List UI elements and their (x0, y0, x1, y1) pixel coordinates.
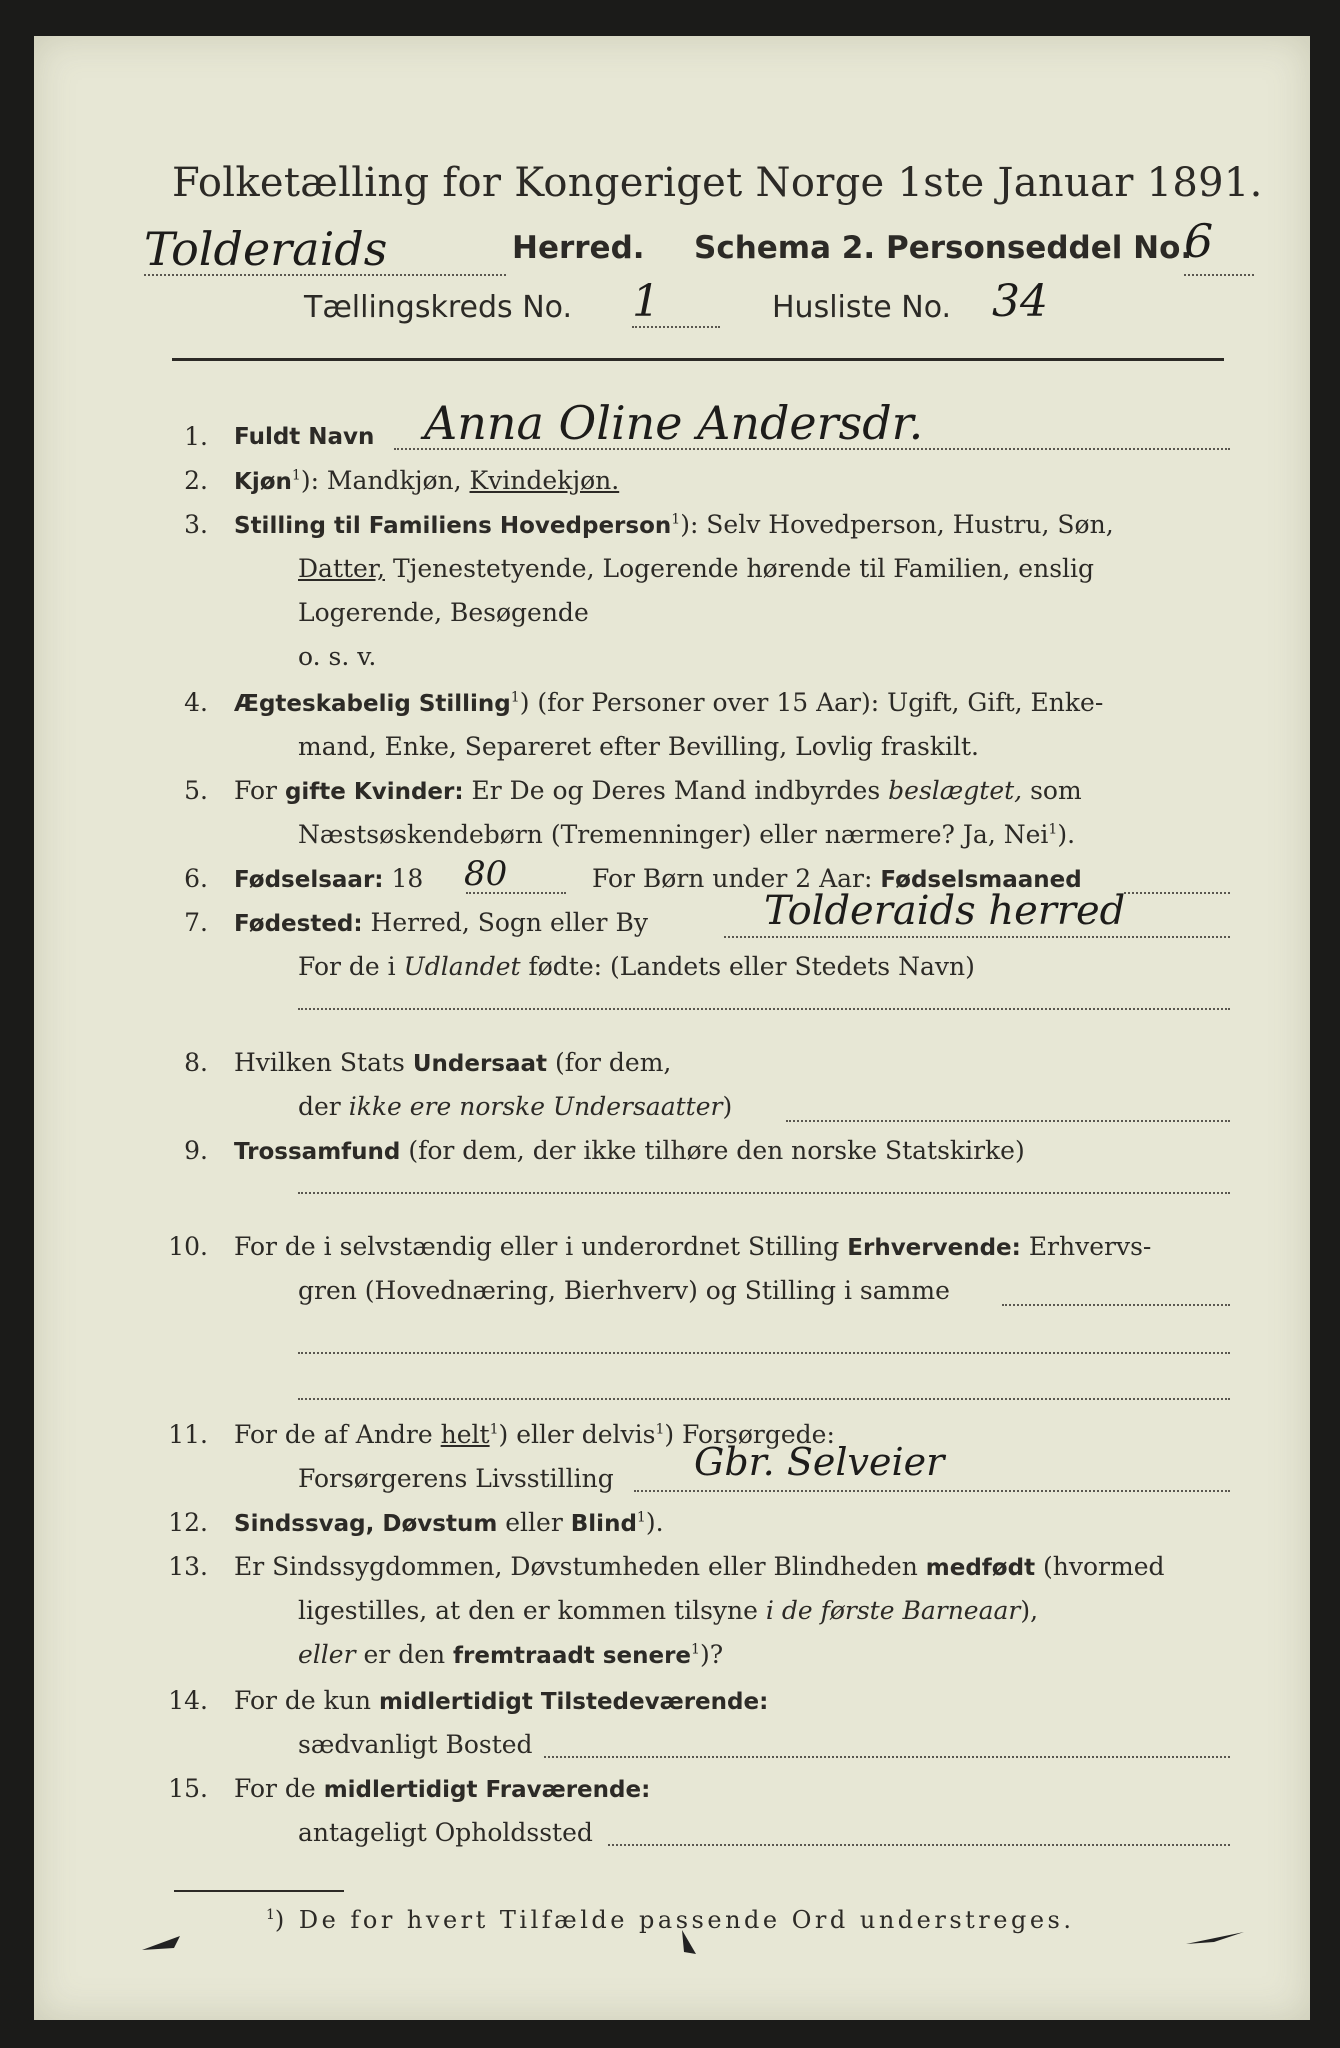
item-3-line3: Logerende, Besøgende (298, 598, 589, 627)
abode-dotted-line (608, 1844, 1230, 1846)
census-form-sheet (34, 36, 1310, 2020)
item-5-options: Næstsøskendebørn (Tremenninger) eller nærmere? Ja, Nei (298, 820, 1049, 849)
item-11-line2: Forsørgerens Livsstilling (298, 1464, 614, 1493)
item-9-label: Trossamfund (234, 1139, 401, 1165)
item-13-sup: 1 (691, 1641, 700, 1658)
item-number-15: 15. (168, 1774, 208, 1803)
item-5-pre: For (234, 776, 277, 805)
personseddel-number: 6 (1184, 214, 1214, 268)
item-11-sup-2: 1 (655, 1421, 665, 1438)
item-5-question: Er De og Deres Mand indbyrdes (471, 776, 881, 805)
item-3-selected: Datter, (298, 554, 385, 583)
item-10-label: Erhvervende: (847, 1235, 1021, 1261)
item-6-text: For Børn under 2 Aar: (592, 864, 873, 893)
item-5-line1 (234, 776, 1082, 805)
herred-dotted-line (144, 274, 506, 276)
item-3-line4: o. s. v. (298, 642, 377, 671)
item-11-text-b: ) eller delvis (498, 1420, 656, 1449)
birth-year-prefix: 18 (391, 864, 424, 893)
header-rule (172, 358, 1224, 361)
item-13-label: medfødt (925, 1555, 1036, 1581)
item-5-sup: 1 (1048, 821, 1058, 838)
item-3-options-1: ): Selv Hovedperson, Hustru, Søn, (680, 510, 1114, 539)
item-14-line2: sædvanligt Bosted (298, 1730, 533, 1759)
item-5-label: gifte Kvinder: (284, 779, 464, 805)
item-4-line1 (234, 688, 1103, 717)
husliste-number: 34 (992, 276, 1048, 327)
item-number-4: 4. (184, 688, 208, 717)
item-number-11: 11. (168, 1420, 208, 1449)
item-12-line (234, 1508, 664, 1537)
provider-dotted-line (634, 1490, 1230, 1492)
item-13-text-b: (hvormed (1043, 1552, 1165, 1581)
item-7-label: Fødested: (234, 911, 363, 937)
footnote-sup: 1 (266, 1907, 275, 1923)
item-number-1: 1. (184, 422, 208, 451)
item-13-line2-b: ), (1020, 1596, 1039, 1625)
item-13-line2 (298, 1596, 1038, 1625)
item-13-line2-italic: i de første Barneaar (765, 1596, 1021, 1625)
occupation-dotted-line-3 (298, 1398, 1230, 1400)
birth-month-dotted-line (1124, 892, 1230, 894)
herred-handwritten: Tolderaids (144, 222, 388, 276)
item-7-text: Herred, Sogn eller By (370, 908, 648, 937)
item-2-text (234, 466, 619, 495)
item-8-line1 (234, 1048, 671, 1077)
item-12-sup: 1 (636, 1509, 646, 1526)
herred-label: Herred. (512, 230, 645, 266)
item-13-line3-b: )? (699, 1640, 724, 1669)
item-14-line1 (234, 1686, 768, 1715)
item-5-italic: beslægtet, (888, 776, 1023, 805)
item-8-line2 (298, 1092, 732, 1121)
item-12-text: eller (505, 1508, 563, 1537)
item-8-label: Undersaat (412, 1051, 548, 1077)
subject-dotted-line (786, 1120, 1230, 1122)
full-name-handwritten: Anna Oline Andersdr. (424, 396, 924, 450)
occupation-dotted-line-2 (298, 1352, 1230, 1354)
item-12-label: Sindssvag, Døvstum (234, 1511, 498, 1537)
religion-dotted-line (298, 1192, 1230, 1194)
item-1-label: Fuldt Navn (234, 424, 375, 450)
full-name-dotted-line (394, 448, 1230, 450)
item-number-3: 3. (184, 510, 208, 539)
item-number-12: 12. (168, 1508, 208, 1537)
item-number-10: 10. (168, 1232, 208, 1261)
item-9-line (234, 1136, 1025, 1165)
birth-year-handwritten: 80 (464, 854, 508, 894)
item-5-end: som (1030, 776, 1082, 805)
item-13-text-a: Er Sindssygdommen, Døvstumheden eller Blindheden (234, 1552, 918, 1581)
provider-occupation-handwritten: Gbr. Selveier (694, 1440, 945, 1484)
item-3-options-2: Tjenestetyende, Logerende hørende til Familien, enslig (392, 554, 1095, 583)
item-4-line2: mand, Enke, Separeret efter Bevilling, Lovlig fraskilt. (298, 732, 979, 761)
item-number-13: 13. (168, 1552, 208, 1581)
item-10-text-a: For de i selvstændig eller i underordnet Stilling (234, 1232, 840, 1261)
form-title: Folketælling for Kongeriget Norge 1ste Januar 1891. (172, 160, 1263, 206)
item-8-text-a: Hvilken Stats (234, 1048, 405, 1077)
item-number-8: 8. (184, 1048, 208, 1077)
item-14-pre: For de kun (234, 1686, 372, 1715)
kreds-dotted-line (632, 326, 720, 328)
item-number-2: 2. (184, 466, 208, 495)
item-6-label2: Fødselsmaaned (880, 867, 1082, 893)
item-8-line2-a: der (298, 1092, 341, 1121)
item-7-foreign-a: For de i (298, 952, 396, 981)
margin-mark-right (1184, 1928, 1254, 1952)
item-2-options: ): Mandkjøn, (300, 466, 462, 495)
item-15-label: midlertidigt Fraværende: (323, 1777, 651, 1803)
occupation-dotted-line-1 (1002, 1304, 1230, 1306)
margin-mark-center (676, 1928, 706, 1964)
item-number-7: 7. (184, 908, 208, 937)
item-number-6: 6. (184, 864, 208, 893)
item-14-label: midlertidigt Tilstedeværende: (378, 1689, 769, 1715)
item-2-label: Kjøn (234, 469, 292, 495)
margin-mark-left (140, 1928, 190, 1958)
item-11-text-a: For de af Andre (234, 1420, 433, 1449)
item-7-line2 (298, 952, 975, 981)
foreign-place-dotted-line (298, 1008, 1230, 1010)
item-number-9: 9. (184, 1136, 208, 1165)
item-12-end: ). (645, 1508, 664, 1537)
item-8-line2-b: ) (722, 1092, 733, 1121)
item-4-sup: 1 (510, 689, 520, 706)
footnote (266, 1906, 1074, 1934)
item-number-14: 14. (168, 1686, 208, 1715)
item-13-line1 (234, 1552, 1165, 1581)
birthplace-dotted-line (724, 936, 1230, 938)
item-2-sup: 1 (291, 467, 301, 484)
kreds-label: Tællingskreds No. (304, 290, 572, 325)
item-13-line3-a: er den (363, 1640, 446, 1669)
item-13-label2: fremtraadt senere (453, 1643, 692, 1669)
item-11-sup-1: 1 (489, 1421, 499, 1438)
residence-dotted-line (544, 1756, 1230, 1758)
footnote-text: ) De for hvert Tilfælde passende Ord understreges. (274, 1906, 1075, 1934)
personseddel-dotted-line (1184, 274, 1254, 276)
item-13-line3 (298, 1640, 723, 1669)
kreds-number: 1 (632, 276, 660, 327)
item-6-label: Fødselsaar: (234, 867, 384, 893)
item-10-line1 (234, 1232, 1151, 1261)
item-7-foreign-b: fødte: (Landets eller Stedets Navn) (528, 952, 975, 981)
item-11-selected: helt (440, 1420, 490, 1449)
item-8-text-b: (for dem, (554, 1048, 672, 1077)
item-6-line (234, 864, 423, 893)
item-4-options-1: ) (for Personer over 15 Aar): Ugift, Gift, Enke- (519, 688, 1104, 717)
item-7-foreign-italic: Udlandet (403, 952, 521, 981)
item-13-line2-a: ligestilles, at den er kommen tilsyne (298, 1596, 758, 1625)
item-5-line2 (298, 820, 1075, 849)
item-15-line2: antageligt Opholdssted (298, 1818, 593, 1847)
item-3-label: Stilling til Familiens Hovedperson (234, 513, 672, 539)
item-15-line1 (234, 1774, 650, 1803)
item-13-line3-italic: eller (298, 1640, 356, 1669)
item-2-selected: Kvindekjøn. (469, 466, 620, 495)
item-7-line1 (234, 908, 648, 937)
item-10-line2: gren (Hovednæring, Bierhverv) og Stilling i samme (298, 1276, 950, 1305)
item-5-close: ). (1057, 820, 1076, 849)
item-11-text-c: ) Forsørgede: (664, 1420, 835, 1449)
item-4-label: Ægteskabelig Stilling (234, 691, 511, 717)
item-3-line2 (298, 554, 1094, 583)
item-3-line1 (234, 510, 1114, 539)
item-number-5: 5. (184, 776, 208, 805)
item-3-sup: 1 (671, 511, 681, 528)
birthplace-handwritten: Tolderaids herred (764, 888, 1126, 934)
footnote-rule (174, 1890, 344, 1892)
birth-year-dotted-line (466, 892, 566, 894)
husliste-label: Husliste No. (772, 290, 952, 325)
item-9-text: (for dem, der ikke tilhøre den norske Statskirke) (408, 1136, 1025, 1165)
item-8-line2-italic: ikke ere norske Undersaatter (348, 1092, 723, 1121)
item-10-text-b: Erhvervs- (1028, 1232, 1152, 1261)
item-12-label2: Blind (570, 1511, 637, 1537)
item-15-pre: For de (234, 1774, 316, 1803)
personseddel-label: Personseddel No. (886, 230, 1193, 266)
schema-label: Schema 2. (694, 230, 876, 266)
